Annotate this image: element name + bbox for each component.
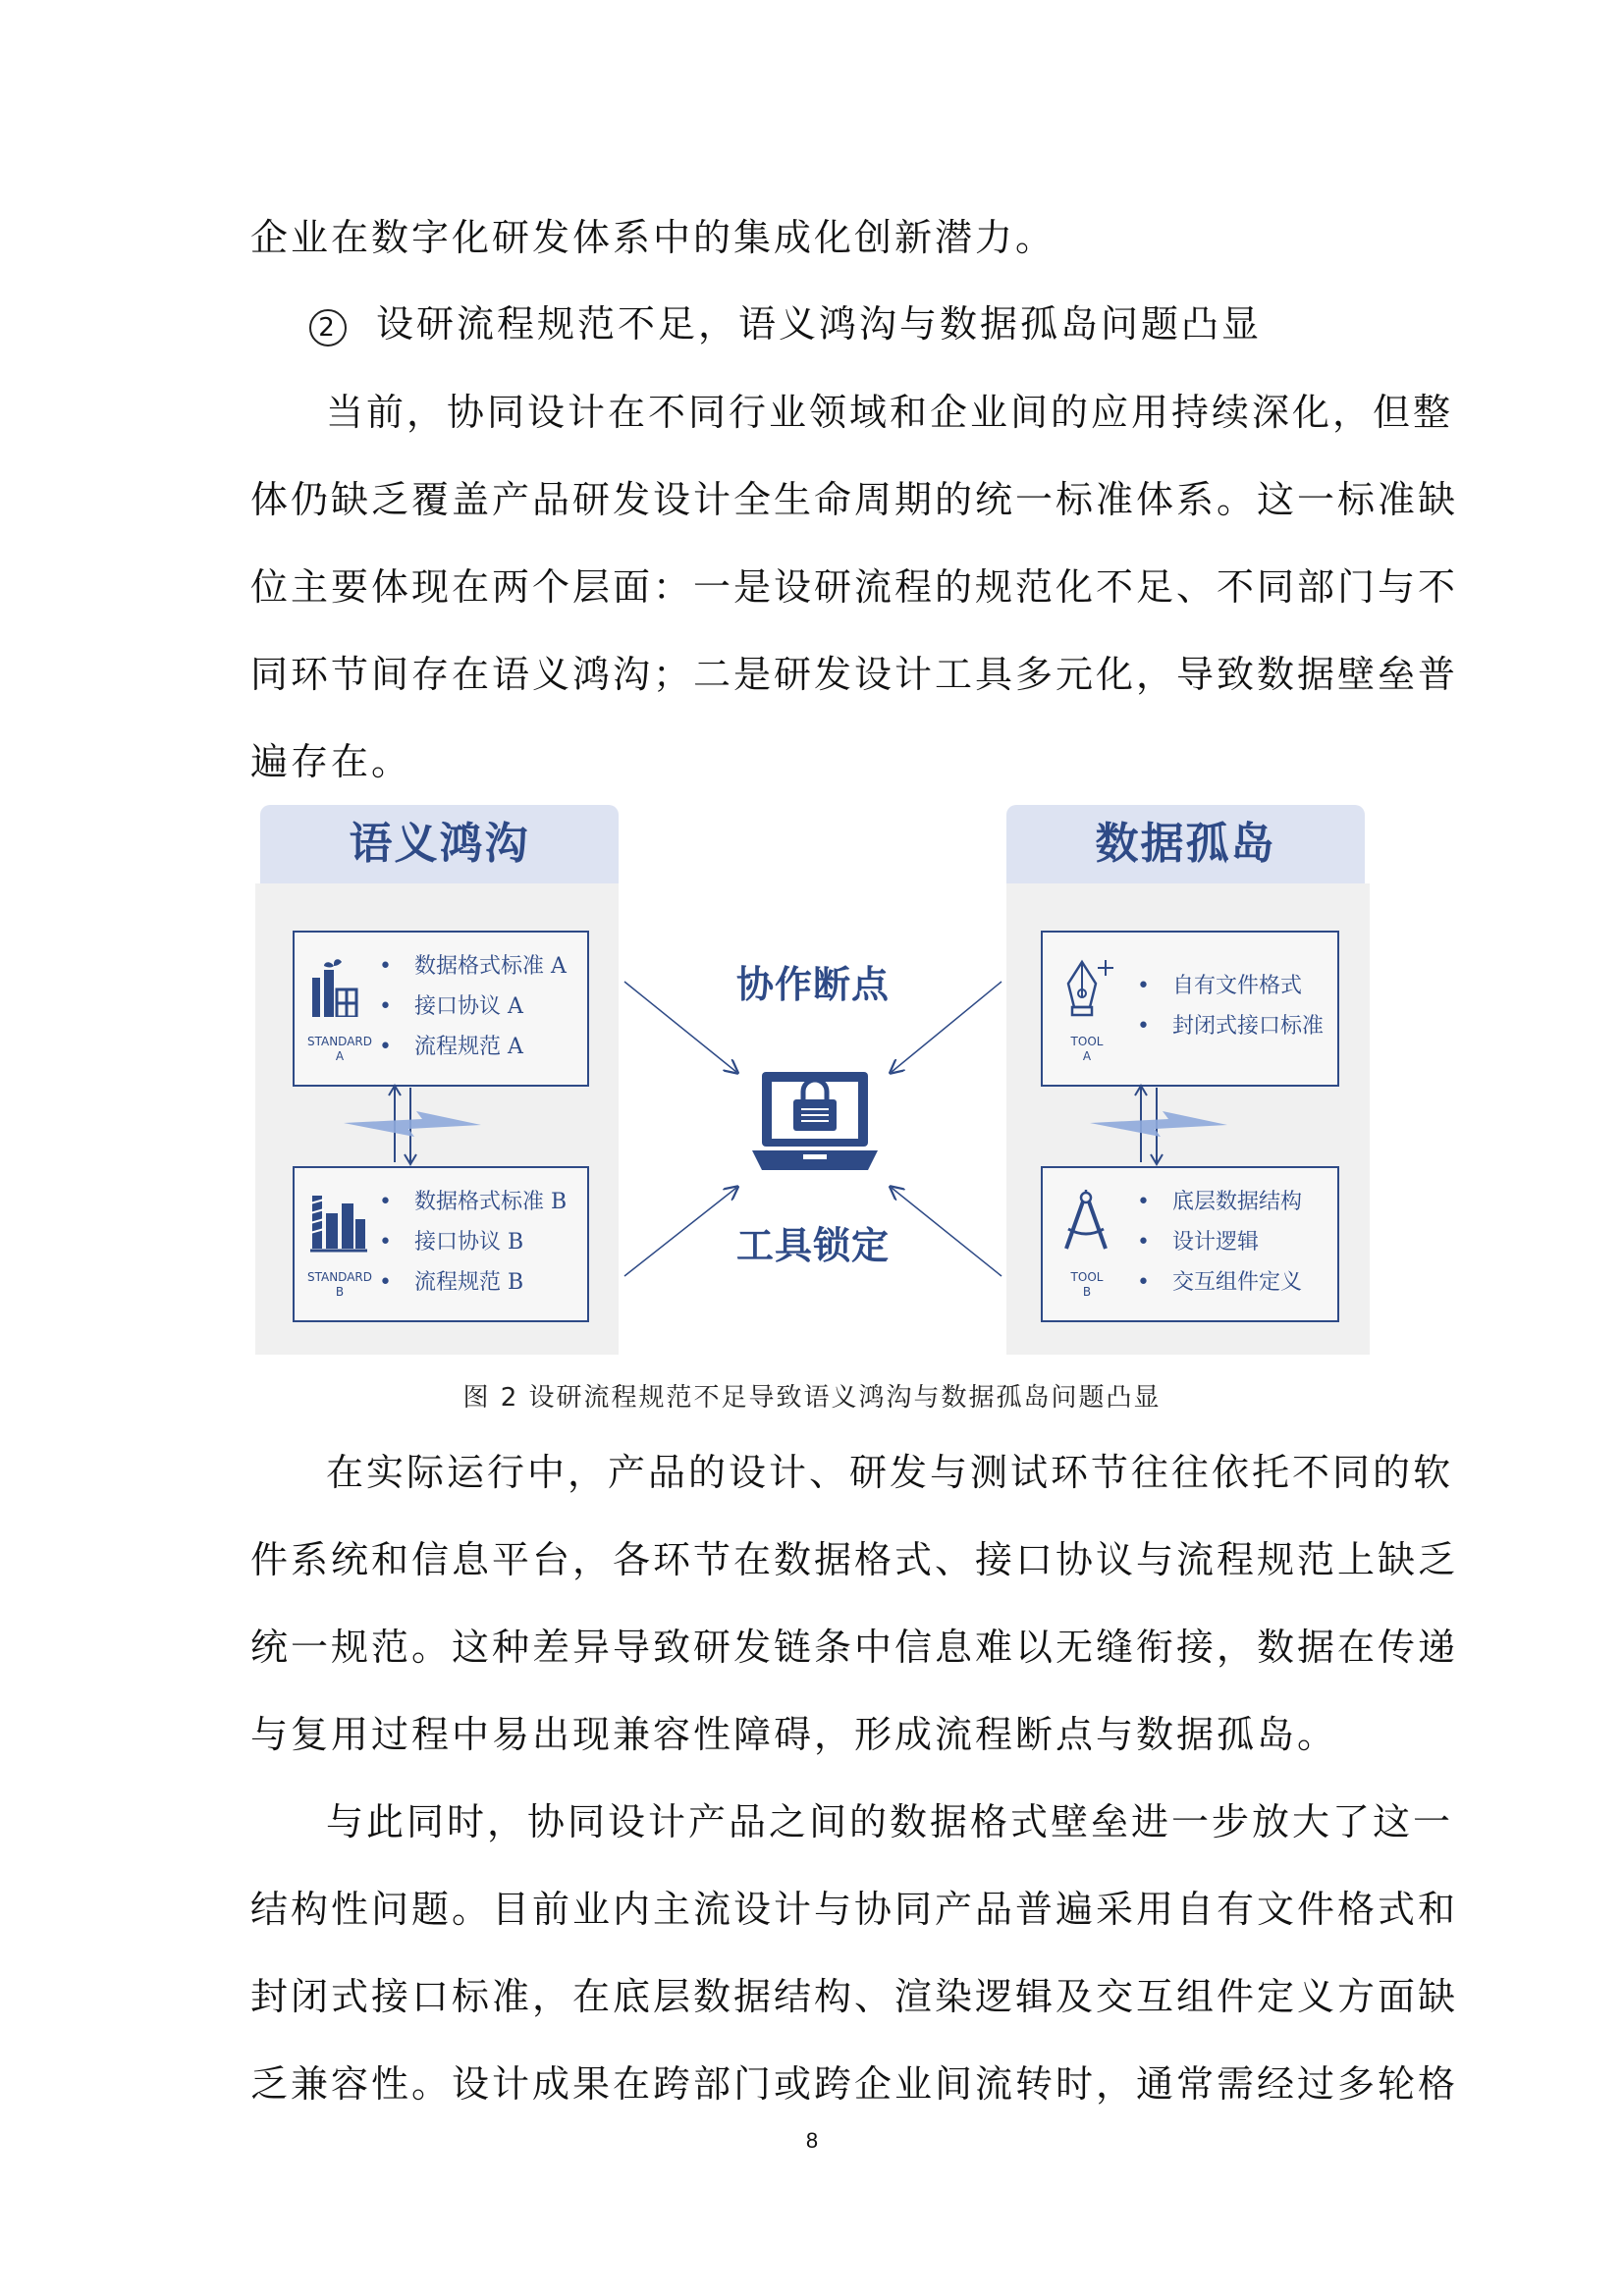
icon-label-line: TOOL — [1070, 1270, 1104, 1284]
left-panel-title: 语义鸿沟 — [260, 805, 619, 883]
list-item: • 设计逻辑 — [1137, 1222, 1302, 1262]
list-item: • 流程规范 A — [379, 1027, 567, 1067]
list-item: • 接口协议 B — [379, 1222, 567, 1262]
paragraph-line: 件系统和信息平台，各环节在数据格式、接口协议与流程规范上缺乏 — [250, 1538, 1459, 1581]
intro-line: 企业在数字化研发体系中的集成化创新潜力。 — [250, 216, 1056, 259]
section-heading — [309, 302, 1262, 347]
right-panel-title: 数据孤岛 — [1006, 805, 1365, 883]
paragraph-line: 遍存在。 — [250, 740, 412, 783]
icon-label-line: STANDARD — [306, 1270, 373, 1284]
list-item: • 自有文件格式 — [1137, 966, 1324, 1006]
paragraph-line: 封闭式接口标准，在底层数据结构、渲染逻辑及交互组件定义方面缺 — [250, 1975, 1459, 2018]
paragraph-line: 当前，协同设计在不同行业领域和企业间的应用持续深化，但整 — [326, 391, 1454, 434]
paragraph-line: 结构性问题。目前业内主流设计与协同产品普遍采用自有文件格式和 — [250, 1888, 1459, 1931]
icon-label-line: STANDARD — [306, 1035, 373, 1048]
list-item: • 底层数据结构 — [1137, 1182, 1302, 1222]
list-item: • 数据格式标准 B — [379, 1182, 567, 1222]
icon-label-line: B — [1082, 1285, 1092, 1299]
paragraph-line: 与复用过程中易出现兼容性障碍，形成流程断点与数据孤岛。 — [250, 1713, 1338, 1756]
list-item: • 数据格式标准 A — [379, 946, 567, 987]
icon-label-line: A — [335, 1049, 345, 1063]
paragraph-line: 位主要体现在两个层面：一是设研流程的规范化不足、不同部门与不 — [250, 565, 1459, 609]
paragraph-line: 体仍缺乏覆盖产品研发设计全生命周期的统一标准体系。这一标准缺 — [250, 478, 1459, 521]
tool-lock-in-label: 工具锁定 — [736, 1224, 891, 1267]
list-item: • 封闭式接口标准 — [1137, 1006, 1324, 1046]
paragraph-line: 同环节间存在语义鸿沟；二是研发设计工具多元化，导致数据壁垒普 — [250, 653, 1459, 696]
section-heading-text: 设研流程规范不足，语义鸿沟与数据孤岛问题凸显 — [376, 302, 1263, 346]
list-item: • 交互组件定义 — [1137, 1262, 1302, 1303]
icon-label-line: B — [335, 1285, 345, 1299]
list-item: • 流程规范 B — [379, 1262, 567, 1303]
section-number-badge: 2 — [309, 309, 347, 347]
icon-label-line: A — [1082, 1049, 1092, 1063]
icon-label-line: TOOL — [1070, 1035, 1104, 1048]
collaboration-breakpoint-label: 协作断点 — [736, 963, 891, 1006]
figure-caption: 图 2 设研流程规范不足导致语义鸿沟与数据孤岛问题凸显 — [462, 1383, 1162, 1413]
paragraph-line: 与此同时，协同设计产品之间的数据格式壁垒进一步放大了这一 — [326, 1800, 1454, 1843]
figure-2 — [255, 805, 1370, 1355]
arrows-icon — [255, 805, 1370, 1355]
paragraph-line: 统一规范。这种差异导致研发链条中信息难以无缝衔接，数据在传递 — [250, 1626, 1459, 1669]
paragraph-line: 在实际运行中，产品的设计、研发与测试环节往往依托不同的软 — [326, 1451, 1454, 1494]
page-number: 8 — [805, 2128, 819, 2153]
list-item: • 接口协议 A — [379, 987, 567, 1027]
paragraph-line: 乏兼容性。设计成果在跨部门或跨企业间流转时，通常需经过多轮格 — [250, 2062, 1459, 2106]
